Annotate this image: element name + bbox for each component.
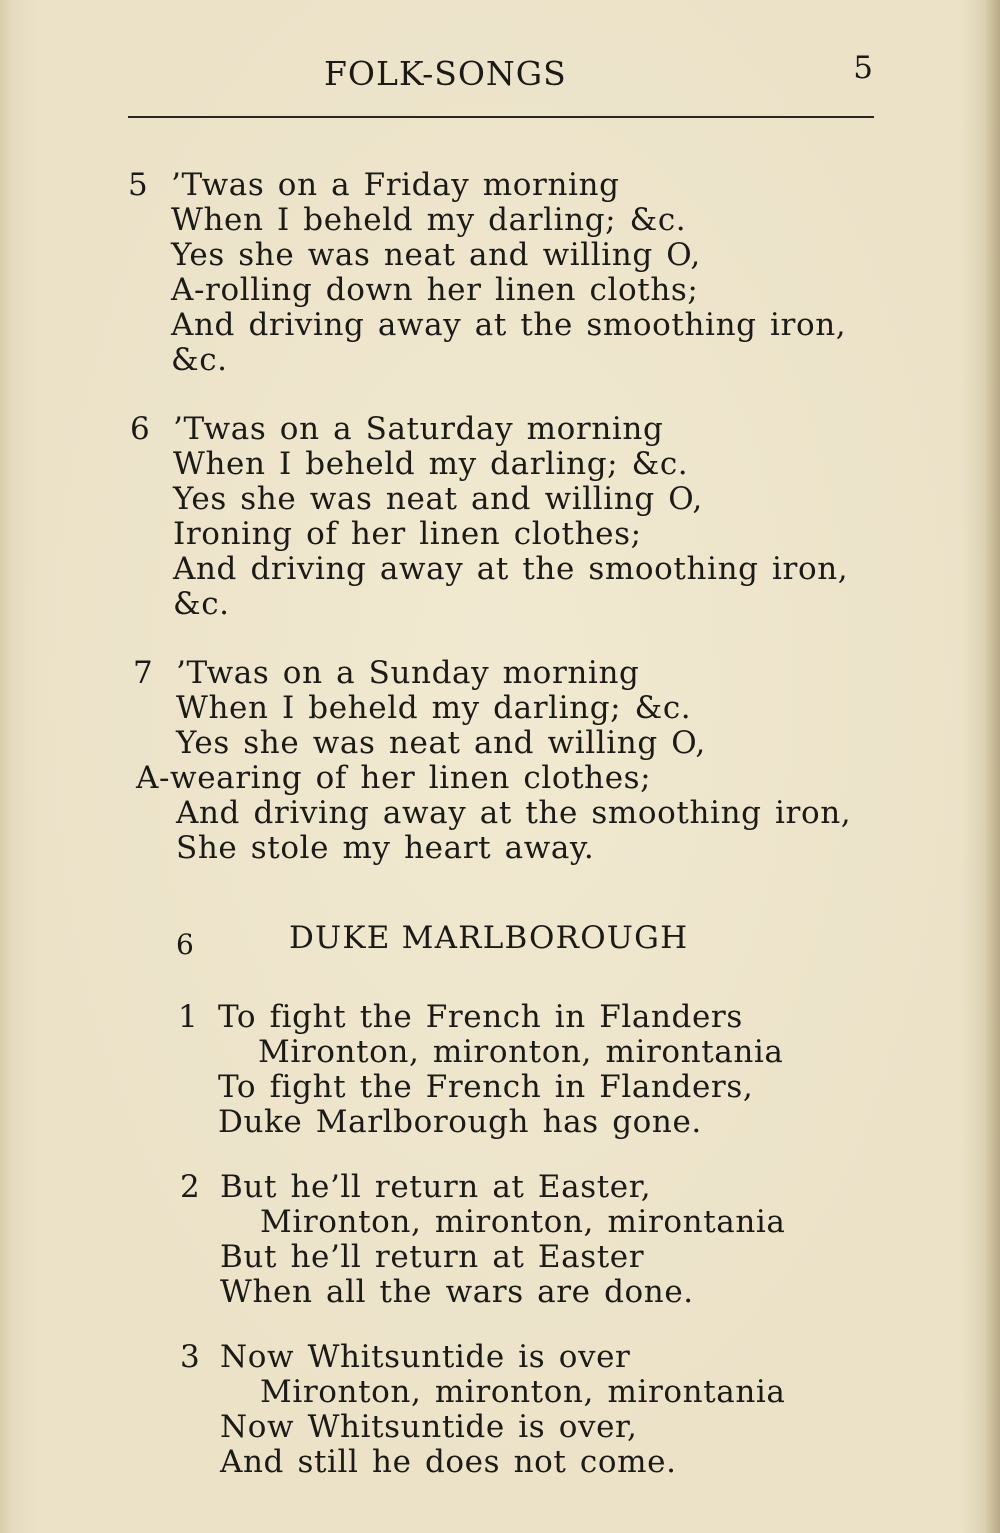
verse-line: To fight the French in Flanders xyxy=(218,999,743,1035)
verse-line: When I beheld my darling; &c. xyxy=(171,202,687,238)
header-rule xyxy=(128,116,874,118)
stanza-lines xyxy=(220,1340,786,1480)
header-title: FOLK-SONGS xyxy=(324,54,567,93)
verse-line: But he’ll return at Easter, xyxy=(220,1169,652,1205)
stanza-lines xyxy=(173,412,848,622)
verse-line: Now Whitsuntide is over, xyxy=(220,1409,638,1445)
verse-line: ’Twas on a Friday morning xyxy=(171,167,620,203)
song-stanza-1 xyxy=(178,1000,878,1145)
verse-line: Yes she was neat and willing O, xyxy=(171,237,701,273)
verse-line: When I beheld my darling; &c. xyxy=(173,446,689,482)
verse-line: And driving away at the smoothing iron, xyxy=(171,307,847,343)
verse-line: When I beheld my darling; &c. xyxy=(176,690,692,726)
refrain-line: Mironton, mironton, mirontania xyxy=(258,1034,784,1070)
verse-line: Ironing of her linen clothes; xyxy=(173,516,642,552)
verse-line: ’Twas on a Sunday morning xyxy=(176,655,640,691)
stanza-lines xyxy=(136,655,852,866)
stanza-number: 6 xyxy=(130,411,151,447)
verse-line: And still he does not come. xyxy=(220,1444,677,1480)
stanza-number: 1 xyxy=(178,999,199,1035)
song-heading xyxy=(176,920,776,965)
page-edge xyxy=(986,0,1000,1533)
song-stanza-2 xyxy=(180,1170,880,1315)
verse-line: She stole my heart away. xyxy=(176,830,595,866)
stanza-lines xyxy=(220,1170,786,1310)
stanza-7 xyxy=(133,656,893,871)
stanza-number: 3 xyxy=(180,1339,201,1375)
verse-line: &c. xyxy=(173,586,230,622)
stanza-number: 2 xyxy=(180,1169,201,1205)
running-header xyxy=(128,50,873,110)
verse-line: And driving away at the smoothing iron, xyxy=(173,551,849,587)
verse-line: A-rolling down her linen cloths; xyxy=(171,272,699,308)
verse-line: &c. xyxy=(171,342,228,378)
verse-line: And driving away at the smoothing iron, xyxy=(176,795,852,831)
verse-line: Now Whitsuntide is over xyxy=(220,1339,631,1375)
verse-line: A-wearing of her linen clothes; xyxy=(136,760,652,796)
stanza-lines xyxy=(171,168,846,378)
stanza-5 xyxy=(128,168,888,383)
song-stanza-3 xyxy=(180,1340,880,1485)
stanza-lines xyxy=(218,1000,784,1140)
song-number: 6 xyxy=(176,928,194,961)
verse-line: When all the wars are done. xyxy=(220,1274,694,1310)
stanza-6 xyxy=(130,412,890,627)
song-title: DUKE MARLBOROUGH xyxy=(289,920,689,956)
refrain-line: Mironton, mironton, mirontania xyxy=(260,1204,786,1240)
verse-line: Yes she was neat and willing O, xyxy=(176,725,706,761)
verse-line: Yes she was neat and willing O, xyxy=(173,481,703,517)
verse-line: To fight the French in Flanders, xyxy=(218,1069,754,1105)
refrain-line: Mironton, mironton, mirontania xyxy=(260,1374,786,1410)
stanza-number: 5 xyxy=(128,167,149,203)
stanza-number: 7 xyxy=(133,655,154,691)
verse-line: ’Twas on a Saturday morning xyxy=(173,411,664,447)
verse-line: Duke Marlborough has gone. xyxy=(218,1104,702,1140)
page-number: 5 xyxy=(853,50,873,86)
verse-line: But he’ll return at Easter xyxy=(220,1239,645,1275)
